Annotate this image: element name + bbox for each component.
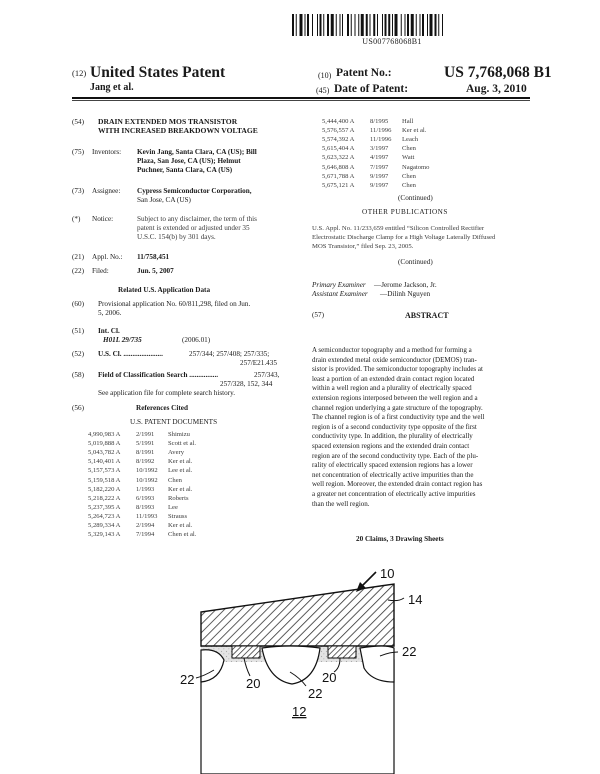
barcode-bar (347, 14, 349, 36)
abstract-line: region is of a second conductivity type opposite of the first (312, 422, 477, 431)
reference-name: Chen (402, 181, 416, 189)
reference-num: 5,675,121 A (322, 181, 355, 189)
reference-name: Ker et al. (168, 485, 193, 493)
gate-structure-right-20 (328, 646, 356, 658)
abstract-line: extension regions interposed between the well region and a (312, 394, 478, 402)
abstract-line: conductivity type. In addition, the plurality of electrically (312, 432, 473, 441)
notice-line-1: Subject to any disclaimer, the term of this (137, 215, 257, 223)
field-line-2: 257/328, 152, 344 (220, 380, 273, 388)
abstract-line: than the well region. (312, 499, 370, 508)
barcode-bar (351, 14, 352, 36)
reference-date: 10/1992 (136, 476, 158, 484)
intcl-class: H01L 29/735 (103, 336, 142, 344)
assignee-label: Assignee: (92, 187, 121, 195)
reference-num: 5,140,401 A (88, 458, 121, 466)
abstract-code: (57) (312, 311, 324, 319)
reference-num: 5,615,404 A (322, 145, 355, 153)
notice-code: (*) (72, 215, 81, 223)
abstract-line: The channel region is of a first conductivity type and the well (312, 413, 485, 422)
reference-date: 8/1995 (370, 118, 389, 125)
barcode-bar (305, 14, 306, 36)
inventors-code: (75) (72, 148, 84, 156)
abstract-line: channel region underlying a gate structure of the topography. (312, 403, 483, 412)
reference-num: 5,646,808 A (322, 163, 355, 171)
refs-heading: References Cited (136, 404, 188, 412)
gate-structure-left-20 (232, 646, 260, 658)
reference-date: 7/1997 (370, 163, 389, 171)
figure-label-20-right: 20 (322, 670, 337, 685)
reference-date: 8/1992 (136, 458, 155, 466)
barcode-bar (422, 14, 424, 36)
figure-label-10: 10 (380, 566, 395, 581)
barcode-bar (336, 14, 337, 36)
barcode-bar (323, 14, 324, 36)
reference-date: 3/1997 (370, 145, 389, 153)
related-data-heading: Related U.S. Application Data (118, 286, 211, 294)
barcode-bar (407, 14, 409, 36)
barcode-bar (401, 14, 402, 36)
reference-name: Lee (168, 503, 178, 511)
barcode-bar (320, 14, 322, 36)
refs-code: (56) (72, 404, 84, 412)
abstract-line: net concentration of electrically active impurities than the (312, 470, 474, 479)
abstract-line: sistor is provided. The semiconductor topography includes at (312, 365, 483, 374)
reference-num: 5,019,888 A (88, 440, 121, 448)
reference-date: 8/1991 (136, 449, 155, 457)
intcl-year: (2006.01) (182, 336, 211, 344)
abstract-line: A semiconductor topography and a method for forming a (312, 346, 472, 354)
other-pub-line-1: U.S. Appl. No. 11/233,659 entitled “Silicon Controlled Rectifier (312, 225, 485, 232)
reference-date: 2/1994 (136, 522, 155, 529)
reference-num: 5,444,400 A (322, 118, 355, 125)
barcode-bar (442, 14, 443, 36)
reference-num: 5,289,334 A (88, 522, 121, 529)
inventors-label: Inventors: (92, 148, 122, 156)
header-code: (12) (72, 68, 87, 78)
barcode-bar (358, 14, 359, 36)
field-code: (58) (72, 371, 84, 379)
uscl-line-2: 257/E21.435 (240, 359, 277, 367)
notice-line-2: patent is extended or adjusted under 35 (137, 224, 250, 232)
provisional-code: (60) (72, 300, 84, 308)
abstract-heading: ABSTRACT (405, 311, 449, 320)
figure-label-22-right: 22 (402, 644, 417, 659)
reference-name: Nagatomo (402, 163, 430, 171)
reference-date: 8/1993 (136, 503, 155, 511)
date-code: (45) (316, 86, 330, 95)
barcode-bar (385, 14, 387, 36)
reference-name: Watt (402, 154, 415, 162)
header-rule (72, 97, 530, 99)
primary-examiner-label: Primary Examiner (312, 281, 366, 289)
reference-name: Ker et al. (168, 522, 193, 529)
barcode-bar (416, 14, 417, 36)
appl-code: (21) (72, 253, 84, 261)
title-code: (54) (72, 118, 84, 126)
reference-num: 5,574,392 A (322, 136, 355, 144)
claims-line: 20 Claims, 3 Drawing Sheets (356, 535, 444, 543)
reference-date: 4/1997 (370, 154, 389, 162)
filed-date: Jun. 5, 2007 (137, 267, 174, 275)
patent-no-code: (10) (318, 71, 332, 80)
reference-date: 11/1996 (370, 136, 392, 144)
reference-num: 5,264,723 A (88, 512, 121, 520)
reference-date: 11/1996 (370, 127, 392, 135)
reference-date: 5/1991 (136, 440, 155, 448)
reference-date: 9/1997 (370, 181, 389, 189)
document-title: United States Patent (90, 64, 226, 81)
patent-number: US 7,768,068 B1 (444, 64, 552, 81)
intcl-code: (51) (72, 327, 84, 335)
barcode-bar (317, 14, 318, 36)
filed-code: (22) (72, 267, 84, 275)
figure-label-14: 14 (408, 592, 423, 607)
reference-num: 4,990,983 A (88, 431, 121, 438)
barcode-bar (435, 14, 437, 36)
reference-name: Shimizu (168, 431, 190, 438)
field-label: Field of Classification Search ................ (98, 371, 219, 379)
reference-name: Avery (168, 449, 184, 457)
reference-date: 1/1993 (136, 485, 155, 493)
field-line-1: 257/343, (254, 371, 280, 379)
reference-name: Leach (402, 136, 419, 144)
barcode-bar (430, 14, 433, 36)
reference-num: 5,157,573 A (88, 467, 121, 475)
provisional-line-1: Provisional application No. 60/811,298, filed on Jun. (98, 300, 251, 308)
reference-date: 7/1994 (136, 531, 155, 539)
reference-num: 5,237,395 A (88, 503, 121, 511)
notice-line-3: U.S.C. 154(b) by 301 days. (137, 233, 216, 241)
barcode-bar (373, 14, 375, 36)
reference-num: 5,329,143 A (88, 531, 121, 539)
reference-num: 5,576,557 A (322, 127, 355, 135)
assignee-line-1: Cypress Semiconductor Corporation, (137, 187, 252, 195)
figure-label-12: 12 (292, 704, 307, 719)
barcode-bar (438, 14, 439, 36)
barcode-bar (427, 14, 428, 36)
barcode-bar (392, 14, 393, 36)
barcode-bar (296, 14, 297, 36)
reference-name: Ker et al. (168, 458, 193, 466)
patent-date: Aug. 3, 2010 (466, 83, 527, 95)
assistant-examiner-label: Assistant Examiner (312, 290, 368, 298)
barcode-bar (377, 14, 378, 36)
field-note: See application file for complete search history. (98, 389, 236, 397)
barcode-bar (388, 14, 390, 36)
barcode-bar (355, 14, 356, 36)
reference-num: 5,182,220 A (88, 485, 121, 493)
barcode-bar (312, 14, 313, 36)
notice-label: Notice: (92, 215, 114, 223)
other-pub-line-3: MOS Transistor,” filed Sep. 23, 2005. (312, 243, 414, 250)
uscl-label: U.S. Cl. ...................... (98, 350, 163, 358)
barcode-bar (292, 14, 294, 36)
barcode-bar (307, 14, 309, 36)
assistant-examiner: —Dilinh Nguyen (380, 290, 431, 298)
invention-title-line-1: DRAIN EXTENDED MOS TRANSISTOR (98, 117, 238, 126)
barcode-bar (420, 14, 421, 36)
reference-num: 5,671,788 A (322, 172, 355, 180)
barcode-bar (300, 14, 303, 36)
inventors-line-2: Plaza, San Jose, CA (US); Helmut (137, 157, 241, 165)
barcode-bar (327, 14, 329, 36)
appl-label: Appl. No.: (92, 253, 123, 261)
barcode-bar (411, 14, 414, 36)
reference-num: 5,159,518 A (88, 476, 121, 484)
figure-label-20-left: 20 (246, 676, 261, 691)
reference-name: Chen et al. (168, 531, 197, 539)
drawing-figure (180, 560, 600, 774)
refs-subheading: U.S. PATENT DOCUMENTS (130, 418, 218, 426)
uscl-code: (52) (72, 350, 84, 358)
continued-1: (Continued) (398, 194, 433, 202)
abstract-line: rality of electrically spaced extension regions has a lower (312, 461, 473, 470)
assignee-line-2: San Jose, CA (US) (137, 196, 191, 204)
abstract-line: region are of the second conductivity type. Each of the plu- (312, 451, 479, 460)
abstract-line: within a well region and a plurality of electrically spaced (312, 384, 472, 393)
barcode-bar (405, 14, 406, 36)
header-rule-thin (72, 100, 530, 101)
abstract-line: spaced extension regions and the extended drain contact (312, 442, 470, 450)
figure-label-22-mid: 22 (308, 686, 323, 701)
reference-name: Scott et al. (168, 440, 197, 448)
reference-num: 5,623,322 A (322, 154, 355, 162)
date-label: Date of Patent: (334, 83, 409, 95)
abstract-line: least a portion of an extended drain contact region located (312, 374, 475, 383)
barcode (292, 14, 492, 36)
reference-name: Ker et al. (402, 127, 427, 135)
reference-num: 5,218,222 A (88, 494, 121, 502)
barcode-bar (361, 14, 364, 36)
barcode-bar (366, 14, 368, 36)
barcode-bar (370, 14, 371, 36)
reference-name: Strauss (168, 512, 188, 520)
reference-name: Lee et al. (168, 467, 193, 475)
abstract-line: drain extended metal oxide semiconductor (DEMOS) tran- (312, 355, 477, 364)
barcode-bar (395, 14, 398, 36)
other-publications-heading: OTHER PUBLICATIONS (362, 208, 448, 216)
hatched-layer-14 (201, 584, 394, 646)
reference-name: Chen (402, 145, 416, 153)
invention-title-line-2: WITH INCREASED BREAKDOWN VOLTAGE (98, 126, 258, 135)
reference-name: Roberts (168, 494, 189, 502)
reference-date: 6/1993 (136, 494, 155, 502)
reference-name: Chen (402, 172, 416, 180)
abstract-line: well region. Moreover, the extended drain contact region has (312, 480, 483, 489)
barcode-number: US007768068B1 (362, 37, 422, 46)
uscl-line-1: 257/344; 257/408; 257/335; (189, 350, 270, 358)
inventor-line: Jang et al. (90, 82, 134, 93)
reference-date: 10/1992 (136, 467, 158, 475)
inventors-line-3: Puchner, Santa Clara, CA (US) (137, 166, 233, 174)
appl-number: 11/758,451 (137, 253, 170, 261)
barcode-bar (340, 14, 341, 36)
continued-2: (Continued) (398, 258, 433, 266)
barcode-bar (331, 14, 334, 36)
primary-examiner: —Jerome Jackson, Jr. (374, 281, 437, 289)
assignee-code: (73) (72, 187, 84, 195)
reference-date: 9/1997 (370, 172, 389, 180)
provisional-line-2: 5, 2006. (98, 309, 122, 317)
reference-date: 2/1991 (136, 431, 155, 438)
reference-name: Hall (402, 118, 414, 125)
barcode-bar (382, 14, 383, 36)
abstract-line: a greater net concentration of electrically active impurities (312, 490, 476, 498)
inventors-line-1: Kevin Jang, Santa Clara, CA (US); Bill (137, 148, 257, 156)
barcode-bar (342, 14, 343, 36)
reference-name: Chen (168, 476, 182, 484)
filed-label: Filed: (92, 267, 109, 275)
intcl-label: Int. Cl. (98, 327, 120, 335)
other-pub-line-2: Electrostatic Discharge Clamp for a High Voltage Laterally Diffused (312, 234, 496, 241)
reference-date: 11/1993 (136, 512, 158, 520)
reference-num: 5,043,782 A (88, 449, 121, 457)
patent-no-label: Patent No.: (336, 67, 392, 79)
figure-label-22-left: 22 (180, 672, 195, 687)
